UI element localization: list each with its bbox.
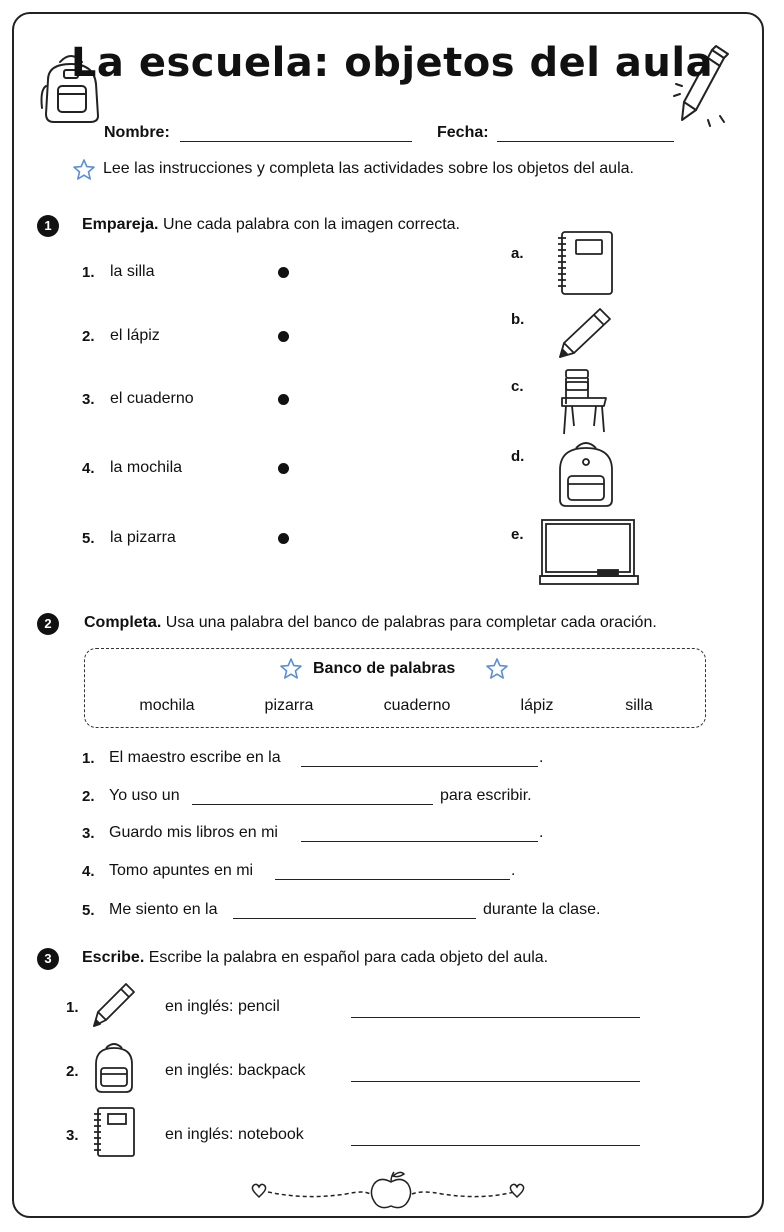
bank-word: mochila <box>139 697 195 714</box>
answer-blank[interactable] <box>192 804 433 805</box>
word-bank-title: Banco de palabras <box>313 660 456 677</box>
bank-word: lápiz <box>520 697 554 714</box>
section-keyword: Empareja. <box>82 216 159 233</box>
apple-icon <box>371 1179 410 1207</box>
item-number: 5. <box>82 530 95 547</box>
section-heading <box>82 216 460 234</box>
bank-word: pizarra <box>264 697 314 714</box>
star-icon <box>279 657 303 681</box>
answer-blank[interactable] <box>301 841 538 842</box>
match-word: la mochila <box>110 459 183 476</box>
item-number: 1. <box>82 264 95 281</box>
section-text: Usa una palabra del banco de palabras para completar cada oración. <box>165 614 657 631</box>
match-word: el lápiz <box>110 327 160 344</box>
bank-word: cuaderno <box>383 697 451 714</box>
item-number: 1. <box>66 999 79 1016</box>
prompt-text: en inglés: pencil <box>165 998 280 1015</box>
section-keyword: Escribe. <box>82 949 145 966</box>
item-number: 2. <box>82 788 95 805</box>
sentence-end: . <box>539 749 544 766</box>
notebook-icon <box>556 230 614 296</box>
match-word: la silla <box>110 263 155 280</box>
item-number: 2. <box>82 328 95 345</box>
item-number: 4. <box>82 863 95 880</box>
backpack-icon <box>556 440 616 510</box>
section-number: 2 <box>37 613 59 635</box>
section-heading <box>82 949 548 967</box>
instructions: Lee las instrucciones y completa las actividades sobre los objetos del aula. <box>103 160 634 177</box>
sentence-end: . <box>539 824 544 841</box>
sentence-end: durante la clase. <box>483 901 601 918</box>
star-icon <box>485 657 509 681</box>
item-number: 5. <box>82 902 95 919</box>
sentence-text: El maestro escribe en la <box>109 749 281 766</box>
answer-blank[interactable] <box>233 918 476 919</box>
sentence-text: Tomo apuntes en mi <box>109 862 254 879</box>
sentence-end: . <box>511 862 516 879</box>
section-keyword: Completa. <box>84 614 162 631</box>
answer-line[interactable] <box>351 1145 640 1146</box>
answer-line[interactable] <box>351 1081 640 1082</box>
item-number: 3. <box>82 825 95 842</box>
picture-letter: a. <box>511 245 524 262</box>
section-text: Une cada palabra con la imagen correcta. <box>162 216 460 233</box>
item-number: 1. <box>82 750 95 767</box>
picture-letter: d. <box>511 448 525 465</box>
section-text: Escribe la palabra en español para cada objeto del aula. <box>148 949 549 966</box>
date-label: Fecha: <box>437 124 489 141</box>
match-dot[interactable] <box>278 463 289 474</box>
answer-blank[interactable] <box>275 879 510 880</box>
prompt-text: en inglés: backpack <box>165 1062 306 1079</box>
sentence-text: Me siento en la <box>109 901 218 918</box>
pencil-icon <box>556 305 616 361</box>
name-label: Nombre: <box>104 124 170 141</box>
date-field[interactable] <box>497 141 674 142</box>
footer-decoration <box>246 1168 536 1212</box>
match-dot[interactable] <box>278 267 289 278</box>
match-dot[interactable] <box>278 331 289 342</box>
match-word: el cuaderno <box>110 390 194 407</box>
sentence-text: Yo uso un <box>109 787 180 804</box>
sentence-text: Guardo mis libros en mi <box>109 824 278 841</box>
heart-icon <box>252 1184 265 1197</box>
section-number: 3 <box>37 948 59 970</box>
chair-icon <box>556 368 612 436</box>
sentence-end: para escribir. <box>440 787 532 804</box>
pencil-icon <box>92 982 136 1028</box>
item-number: 3. <box>66 1127 79 1144</box>
answer-blank[interactable] <box>301 766 538 767</box>
item-number: 2. <box>66 1063 79 1080</box>
picture-letter: e. <box>511 526 524 543</box>
star-icon <box>72 158 96 182</box>
section-number: 1 <box>37 215 59 237</box>
item-number: 4. <box>82 460 95 477</box>
heart-icon <box>510 1184 523 1197</box>
match-dot[interactable] <box>278 394 289 405</box>
name-field[interactable] <box>180 141 412 142</box>
picture-letter: c. <box>511 378 524 395</box>
item-number: 3. <box>82 391 95 408</box>
backpack-icon <box>92 1042 136 1094</box>
picture-letter: b. <box>511 311 525 328</box>
page-title: La escuela: objetos del aula <box>70 40 714 86</box>
blackboard-icon <box>538 518 640 588</box>
answer-line[interactable] <box>351 1017 640 1018</box>
section-heading <box>84 614 657 632</box>
match-word: la pizarra <box>110 529 176 546</box>
prompt-text: en inglés: notebook <box>165 1126 304 1143</box>
match-dot[interactable] <box>278 533 289 544</box>
bank-word: silla <box>625 697 653 714</box>
notebook-icon <box>92 1106 136 1158</box>
